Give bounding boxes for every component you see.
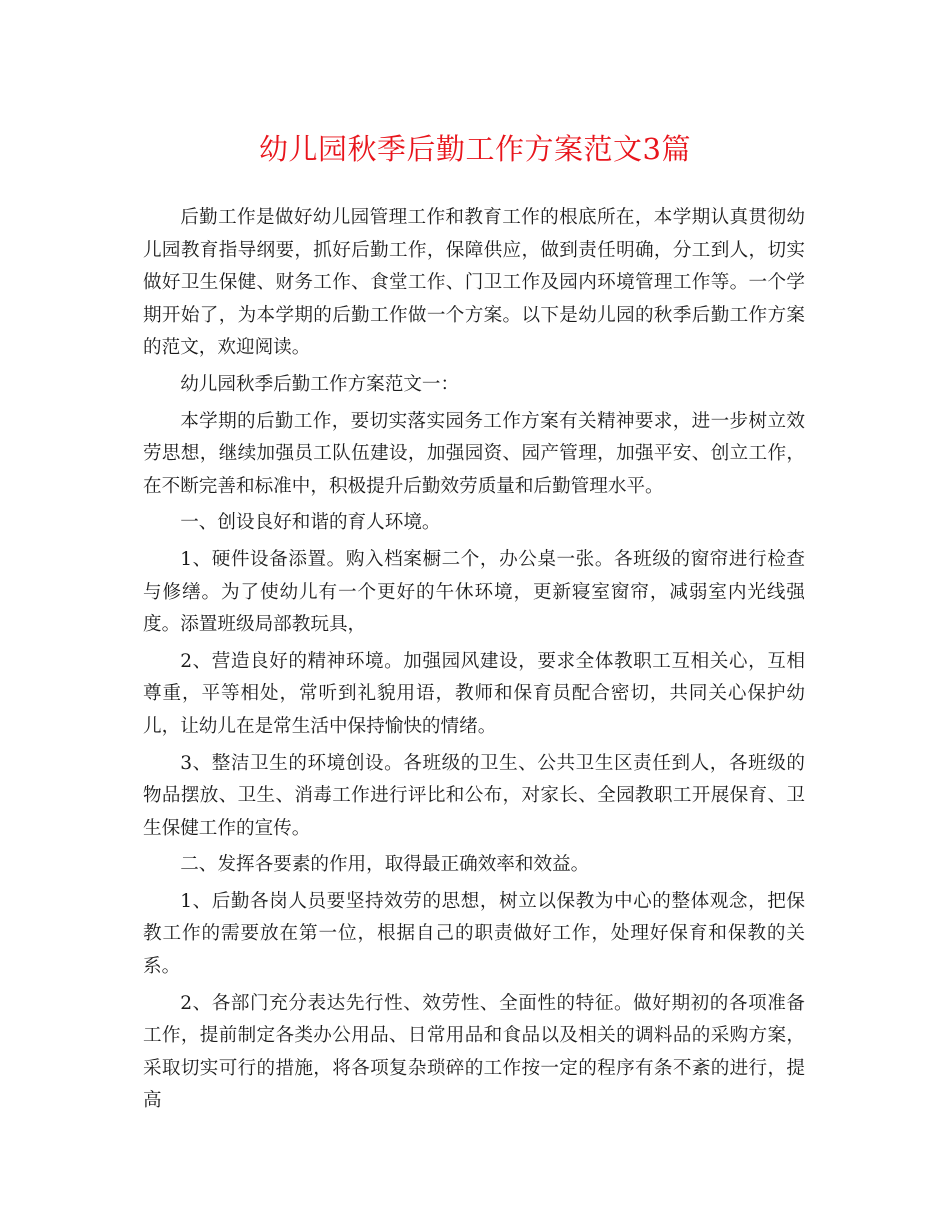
document-title: 幼儿园秋季后勤工作方案范文3篇 — [259, 132, 691, 166]
paragraph-intro: 后勤工作是做好幼儿园管理工作和教育工作的根底所在，本学期认真贯彻幼儿园教育指导纲要，抓好后勤工作，保障供应，做到责任明确，分工到人，切实做好卫生保健、财务工作、食堂工作、门卫工作及园内环境管理工作等。一个学期开始了，为本学期的后勤工作做一个方案。以下是幼儿园的秋季后勤工作方案的范文，欢迎阅读。 — [143, 207, 805, 359]
paragraph-heading-1: 一、创设良好和谐的育人环境。 — [180, 512, 441, 534]
paragraph-section-heading: 幼儿园秋季后勤工作方案范文一： — [180, 373, 460, 395]
paragraph: 2、各部门充分表达先行性、效劳性、全面性的特征。做好期初的各项准备工作，提前制定各类办公用品、日常用品和食品以及相关的调料品的采购方案，采取切实可行的措施，将各项复杂琐碎的工作按一定的程序有条不紊的进行，提高 — [143, 992, 805, 1112]
paragraph: 1、后勤各岗人员要坚持效劳的思想，树立以保教为中心的整体观念，把保教工作的需要放在第一位，根据自己的职责做好工作，处理好保育和保教的关系。 — [143, 890, 805, 978]
paragraph: 3、整洁卫生的环境创设。各班级的卫生、公共卫生区责任到人，各班级的物品摆放、卫生、消毒工作进行评比和公布，对家长、全园教职工开展保育、卫生保健工作的宣传。 — [143, 752, 805, 839]
paragraph: 2、营造良好的精神环境。加强园风建设，要求全体教职工互相关心，互相尊重，平等相处，常听到礼貌用语，教师和保育员配合密切，共同关心保护幼儿，让幼儿在是常生活中保持愉快的情绪。 — [143, 650, 805, 737]
paragraph: 本学期的后勤工作，要切实落实园务工作方案有关精神要求，进一步树立效劳思想，继续加强员工队伍建设，加强园资、园产管理，加强平安、创立工作，在不断完善和标准中，积极提升后勤效劳质量和后勤管理水平。 — [143, 410, 805, 497]
paragraph-heading-2: 二、发挥各要素的作用，取得最正确效率和效益。 — [180, 854, 590, 876]
document-body — [143, 202, 805, 1122]
paragraph: 1、硬件设备添置。购入档案橱二个，办公桌一张。各班级的窗帘进行检查与修缮。为了使幼儿有一个更好的午休环境，更新寝室窗帘，减弱室内光线强度。添置班级局部教玩具， — [143, 548, 805, 636]
